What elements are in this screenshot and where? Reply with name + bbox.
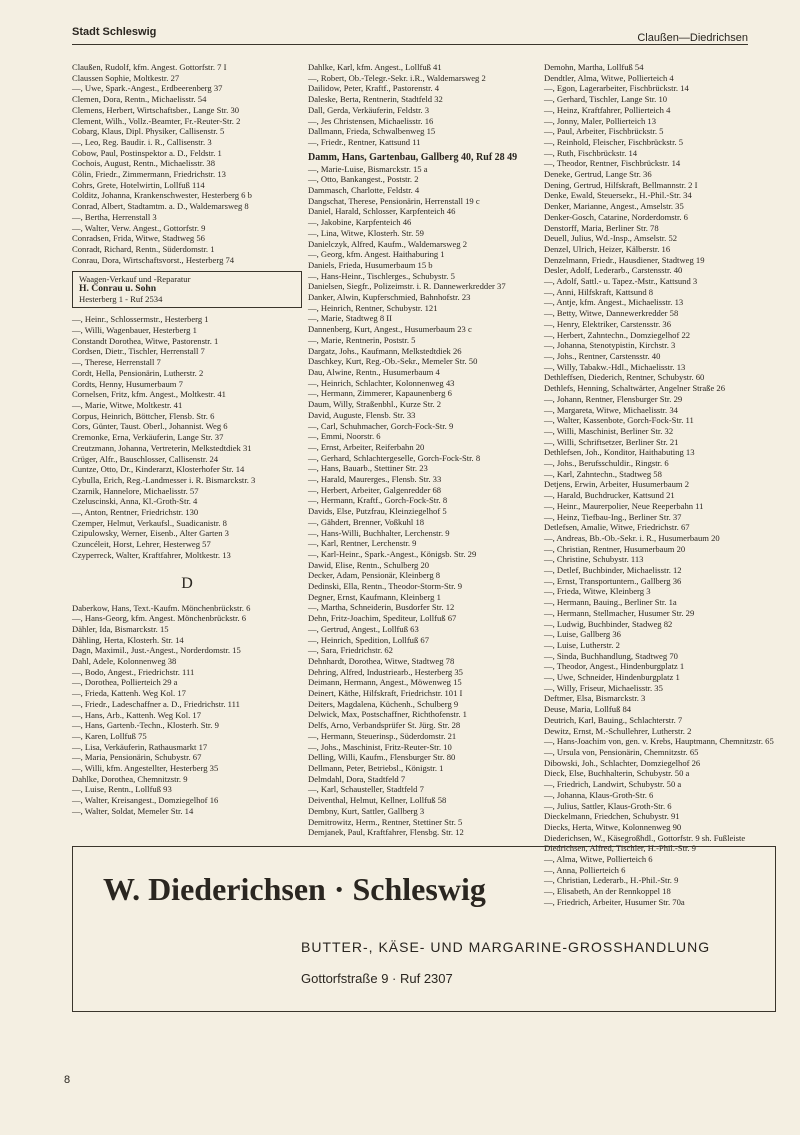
ad-conrau: [72, 271, 302, 308]
directory-entry: Dieck, Else, Buchhalterin, Schubystr. 50 a: [544, 768, 690, 779]
directory-entry: Dethleffsen, Diederich, Rentner, Schubystr. 60: [544, 372, 705, 383]
directory-entry: —, Marie, Stadtweg 8 II: [308, 313, 393, 324]
directory-entry: Dangschat, Therese, Pensionärin, Herrenstall 19 c: [308, 195, 480, 206]
directory-entry: Dahlke, Karl, kfm. Angest., Lollfuß 41: [308, 62, 442, 72]
directory-entry: —, Bertha, Herrenstall 3: [72, 211, 157, 222]
directory-entry: Dallmann, Frieda, Schwalbenweg 15: [308, 126, 436, 137]
directory-entry: —, Detlef, Buchbinder, Michaelisstr. 12: [544, 565, 682, 576]
directory-entry: Cölin, Friedr., Zimmermann, Friedrichstr. 13: [72, 169, 226, 180]
directory-entry: —, Leo, Reg. Baudir. i. R., Callisenstr. 3: [72, 136, 212, 147]
directory-entry: —, Emmi, Noorstr. 6: [308, 431, 381, 442]
directory-entry: Dargatz, Johs., Kaufmann, Melkstedtdiek 26: [308, 345, 462, 356]
ad-banner: [72, 846, 776, 1012]
directory-entry: —, Antje, kfm. Angest., Michaelisstr. 13: [544, 297, 684, 308]
directory-entry: Denzel, Ulrich, Heizer, Kälberstr. 16: [544, 243, 671, 254]
directory-entry: Crüger, Alfr., Bauschlosser, Callisenstr. 24: [72, 453, 219, 464]
directory-entry: Danker, Alwin, Kupferschmied, Bahnhofstr. 23: [308, 292, 471, 303]
directory-entry: Deuse, Maria, Lollfuß 84: [544, 704, 632, 715]
directory-entry: —, Gähdert, Brenner, Voßkuhl 18: [308, 516, 425, 527]
banner-firm: W. Diederichsen · Schleswig: [103, 871, 486, 907]
directory-entry: —, Friedr., Ladeschaffner a. D., Friedrichstr. 111: [72, 698, 240, 709]
banner-trade: BUTTER-, KÄSE- UND MARGARINE-GROSSHANDLUNG: [301, 939, 711, 955]
directory-entry: —, Heinz, Tiefbau-Ing., Berliner Str. 37: [544, 511, 682, 522]
directory-entry: Denker, Marianne, Angest., Amselstr. 35: [544, 201, 684, 212]
section-letter: D: [181, 574, 193, 592]
directory-entry: Constandt Dorothea, Witwe, Pastorenstr. 1: [72, 335, 219, 346]
directory-entry: David, Auguste, Flensb. Str. 33: [308, 409, 416, 420]
directory-entry: —, Hermann, Bauing., Berliner Str. 1a: [544, 597, 677, 608]
directory-entry: Conradsen, Frida, Witwe, Stadtweg 56: [72, 233, 205, 244]
directory-entry: —, Anton, Rentner, Friedrichstr. 130: [72, 507, 199, 518]
directory-entry: —, Christian, Rentner, Husumerbaum 20: [544, 543, 686, 554]
directory-entry: Demohn, Martha, Lollfuß 54: [544, 62, 644, 72]
directory-entry: Conrau, Dora, Wirtschaftsvorst., Hesterberg 74: [72, 254, 235, 265]
directory-entry: —, Julius, Sattler, Klaus-Groth-Str. 6: [544, 800, 672, 811]
directory-entry: Demjanek, Paul, Kraftfahrer, Flensbg. Str. 12: [308, 827, 464, 838]
directory-entry: Clemen, Dora, Rentn., Michaelisstr. 54: [72, 94, 207, 105]
directory-entry: —, Karl, Zahntechn., Stadtweg 58: [544, 468, 662, 479]
directory-entry: —, Hans, Bauarb., Stettiner Str. 23: [308, 463, 428, 474]
directory-entry: —, Friedrich, Landwirt, Schubystr. 50 a: [544, 779, 682, 790]
directory-entry: —, Johs., Maschinist, Fritz-Reuter-Str. 10: [308, 741, 452, 752]
directory-entry: Dahl, Adele, Kolonnenweg 38: [72, 656, 177, 667]
directory-entry: —, Friedr., Rentner, Kattsund 11: [308, 136, 421, 147]
directory-entry: —, Ludwig, Buchbinder, Stadweg 82: [544, 618, 673, 629]
directory-entry: —, Heinr., Schlossermstr., Hesterberg 1: [72, 314, 209, 325]
directory-entry: —, Theodor, Rentner, Fischbrückstr. 14: [544, 158, 681, 169]
directory-entry: Cornelsen, Fritz, kfm. Angest., Moltkestr. 41: [72, 389, 226, 400]
directory-entry: Degner, Ernst, Kaufmann, Kleinberg 1: [308, 591, 441, 602]
directory-entry: Delmdahl, Dora, Stadtfeld 7: [308, 773, 406, 784]
directory-entry: Denker-Gosch, Catarine, Norderdomstr. 6: [544, 211, 688, 222]
directory-entry: Clemens, Herbert, Wirtschaftsber., Lange Str. 30: [72, 104, 240, 115]
directory-entry: —, Heinr., Maurerpolier, Neue Reeperbahn 11: [544, 500, 704, 511]
ad-conrau-line1: Waagen-Verkauf und -Reparatur: [79, 274, 191, 285]
directory-entry: Conrad, Albert, Stadtamtm. a. D., Waldemarsweg 8: [72, 201, 249, 212]
directory-entry: —, Frieda, Kattenh. Weg Kol. 17: [72, 688, 186, 699]
directory-entry: Dall, Gerda, Verkäuferin, Feldstr. 3: [308, 104, 430, 115]
directory-entry: —, Karl-Heinr., Spark.-Angest., Königsb. Str. 29: [308, 548, 477, 559]
directory-entry: —, Alma, Witwe, Pollierteich 6: [544, 854, 653, 865]
directory-entry: Dehring, Alfred, Industriearb., Hesterberg 35: [308, 666, 463, 677]
directory-entry: Cybulla, Erich, Reg.-Landmesser i. R. Bismarckstr. 3: [72, 474, 256, 485]
directory-entry: Daniels, Frieda, Husumerbaum 15 b: [308, 259, 433, 270]
directory-entry: Davids, Else, Putzfrau, Kleinziegelhof 5: [308, 506, 447, 517]
column-1-bottom: [72, 603, 302, 817]
directory-entry: —, Johs., Berufsschuldir., Ringstr. 6: [544, 458, 669, 469]
directory-entry: Dewitz, Ernst, M.-Schullehrer, Lutherstr. 2: [544, 725, 692, 736]
directory-entry: Deuell, Julius, Wd.-Insp., Amselstr. 52: [544, 233, 678, 244]
directory-entry: —, Gerhard, Tischler, Lange Str. 10: [544, 94, 668, 105]
directory-entry: —, Hermann, Stellmacher, Husumer Str. 29: [544, 607, 695, 618]
directory-entry: —, Sara, Friedrichstr. 62: [308, 645, 393, 656]
directory-entry: Daum, Willy, Straßenbhl., Kurze Str. 2: [308, 399, 442, 410]
directory-entry: —, Herbert, Zahntechn., Domziegelhof 22: [544, 329, 691, 340]
directory-entry: Czipulowsky, Werner, Eisenb., Alter Garten 3: [72, 528, 229, 539]
directory-entry: Colditz, Johanna, Krankenschwester, Hesterberg 6 b: [72, 190, 252, 201]
directory-entry: —, Karl, Schausteller, Stadtfeld 7: [308, 784, 424, 795]
directory-entry: Cobarg, Klaus, Dipl. Physiker, Callisenstr. 5: [72, 126, 225, 137]
directory-entry: Dehn, Fritz-Joachim, Spediteur, Lollfuß 67: [308, 613, 457, 624]
directory-entry: Czemper, Helmut, Verkaufsl., Suadicanistr. 8: [72, 517, 227, 528]
directory-entry: —, Marie, Rentnerin, Poststr. 5: [308, 334, 416, 345]
directory-entry: —, Hans-Joachim von, gen. v. Krebs, Hauptmann, Chemnitzstr. 65: [544, 736, 774, 747]
directory-entry: Cohrs, Grete, Hotelwirtin, Lollfuß 114: [72, 179, 205, 190]
directory-entry: Dendtler, Alma, Witwe, Pollierteich 4: [544, 72, 674, 83]
directory-entry: —, Johanna, Stenotypistin, Kirchstr. 3: [544, 340, 676, 351]
directory-entry: Daniel, Harald, Schlosser, Karpfenteich 46: [308, 206, 456, 217]
directory-entry: —, Elisabeth, An der Rennkoppel 18: [544, 886, 671, 897]
directory-entry: —, Gerhard, Schlachtergeselle, Gorch-Fock-Str. 8: [308, 452, 481, 463]
directory-entry: Diedrichsen, Alfred, Tischler, H.-Phil.-Str. 9: [544, 843, 696, 854]
directory-entry: —, Walter, Kreisangest., Domziegelhof 16: [72, 795, 219, 806]
directory-entry: Daleske, Berta, Rentnerin, Stadtfeld 32: [308, 94, 443, 105]
directory-entry: Clement, Wilh., Vollz.-Beamter, Fr.-Reuter-Str. 2: [72, 115, 241, 126]
ad-conrau-contact: Hesterberg 1 - Ruf 2534: [79, 294, 163, 305]
directory-entry: Detlefsen, Amalie, Witwe, Friedrichstr. 67: [544, 522, 690, 533]
directory-entry: —, Luise, Lutherstr. 2: [544, 639, 620, 650]
directory-entry: —, Margareta, Witwe, Michaelisstr. 34: [544, 404, 678, 415]
directory-entry: Dähler, Ida, Bismarckstr. 15: [72, 623, 169, 634]
directory-entry: —, Heinrich, Schlachter, Kolonnenweg 43: [308, 377, 455, 388]
page-header: [72, 24, 748, 45]
directory-entry: Deiventhal, Helmut, Kellner, Lollfuß 58: [308, 795, 447, 806]
directory-entry: Deftmer, Elsa, Bismarckstr. 3: [544, 693, 646, 704]
directory-entry: Damm, Hans, Gartenbau, Gallberg 40, Ruf 28 49: [308, 151, 518, 163]
column-3: [544, 62, 774, 908]
directory-entry: Dembny, Kurt, Sattler, Gallberg 3: [308, 805, 425, 816]
column-1: [72, 62, 302, 817]
directory-entry: —, Theodor, Angest., Hindenburgplatz 1: [544, 661, 685, 672]
directory-entry: —, Jes Christensen, Michaelisstr. 16: [308, 115, 434, 126]
directory-entry: —, Hans-Willi, Buchhalter, Lerchenstr. 9: [308, 527, 450, 538]
header-city: Stadt Schleswig: [72, 26, 157, 38]
directory-entry: —, Walter, Verw. Angest., Gottorfstr. 9: [72, 222, 206, 233]
directory-entry: Cochois, August, Rentn., Michaelisstr. 38: [72, 158, 215, 169]
directory-entry: —, Karen, Lollfuß 75: [72, 730, 147, 741]
directory-entry: —, Frieda, Witwe, Kleinberg 3: [544, 586, 651, 597]
directory-entry: —, Willy, Friseur, Michaelisstr. 35: [544, 682, 663, 693]
directory-entry: —, Hans-Heinr., Tischlerges., Schubystr. 5: [308, 270, 455, 281]
directory-entry: Diecks, Herta, Witwe, Kolonnenweg 90: [544, 821, 682, 832]
directory-entry: Cordts, Henny, Husumerbaum 7: [72, 378, 183, 389]
directory-entry: —, Adolf, Sattl.- u. Tapez.-Mstr., Kattsund 3: [544, 276, 698, 287]
directory-entry: Dedinski, Ella, Rentn., Theodor-Storm-Str. 9: [308, 581, 463, 592]
directory-entry: Cobow, Paul, Postinspektor a. D., Feldstr. 1: [72, 147, 222, 158]
page-number: 8: [64, 1074, 71, 1086]
directory-entry: —, Hermann, Kraftf., Gorch-Fock-Str. 8: [308, 495, 448, 506]
directory-entry: —, Egon, Lagerarbeiter, Fischbrückstr. 14: [544, 83, 689, 94]
directory-entry: —, Hans, Arb., Kattenh. Weg Kol. 17: [72, 709, 201, 720]
banner-contact: Gottorfstraße 9 · Ruf 2307: [301, 971, 453, 986]
directory-entry: —, Lina, Witwe, Klosterh. Str. 59: [308, 227, 424, 238]
directory-entry: —, Walter, Soldat, Memeler Str. 14: [72, 805, 194, 816]
directory-entry: Dibowski, Joh., Schlachter, Domziegelhof 26: [544, 757, 701, 768]
directory-entry: —, Harald, Maurerges., Flensb. Str. 33: [308, 474, 442, 485]
directory-entry: Dieckelmann, Friedchen, Schubystr. 91: [544, 811, 680, 822]
directory-entry: Danielsen, Siegfr., Polizeimstr. i. R. Dannewerkredder 37: [308, 281, 506, 292]
directory-entry: Cremonke, Erna, Verkäuferin, Lange Str. 37: [72, 432, 224, 443]
directory-entry: Denzelmann, Friedr., Hausdiener, Stadtweg 19: [544, 254, 705, 265]
directory-entry: Claußen, Rudolf, kfm. Angest. Gottorfstr. 7 I: [72, 62, 227, 72]
directory-entry: —, Johann, Rentner, Flensburger Str. 29: [544, 393, 683, 404]
directory-entry: —, Hermann, Zimmerer, Kapaunenberg 6: [308, 388, 452, 399]
directory-entry: —, Willy, Tabakw.-Hdl., Michaelisstr. 13: [544, 361, 686, 372]
directory-entry: —, Maria, Pensionärin, Schubystr. 67: [72, 752, 202, 763]
directory-entry: Delfs, Arno, Verbandsprüfer St. Jürg. Str. 28: [308, 720, 461, 731]
directory-entry: Dehnhardt, Dorothea, Witwe, Stadtweg 78: [308, 655, 455, 666]
directory-entry: —, Heinz, Kraftfahrer, Pollierteich 4: [544, 104, 671, 115]
directory-entry: Conradt, Richard, Rentn., Süderdomstr. 1: [72, 243, 215, 254]
directory-entry: —, Georg, kfm. Angest. Haithaburing 1: [308, 249, 445, 260]
directory-entry: Czuncéleit, Horst, Lehrer, Hesterweg 57: [72, 539, 211, 550]
directory-entry: Czeluscinski, Anna, Kl.-Groth-Str. 4: [72, 496, 198, 507]
directory-entry: —, Dorothea, Pollierteich 29 a: [72, 677, 178, 688]
directory-entry: —, Lisa, Verkäuferin, Rathausmarkt 17: [72, 741, 208, 752]
directory-entry: —, Robert, Ob.-Telegr.-Sekr. i.R., Waldemarsweg 2: [308, 72, 486, 83]
directory-entry: —, Willi, Wagenbauer, Hesterberg 1: [72, 325, 197, 336]
directory-entry: —, Anni, Hilfskraft, Kattsund 8: [544, 286, 654, 297]
directory-entry: Dagn, Maximil., Just.-Angest., Norderdomstr. 15: [72, 645, 241, 656]
directory-entry: Deneke, Gertrud, Lange Str. 36: [544, 169, 652, 180]
directory-entry: —, Ernst, Arbeiter, Reiferbahn 20: [308, 441, 425, 452]
header-range: Claußen—Diedrichsen: [637, 32, 748, 44]
directory-entry: —, Luise, Gallberg 36: [544, 629, 621, 640]
directory-entry: —, Henry, Elektriker, Carstensstr. 36: [544, 318, 672, 329]
directory-entry: Danielczyk, Alfred, Kaufm., Waldemarsweg 2: [308, 238, 468, 249]
directory-entry: Dau, Alwine, Rentn., Husumerbaum 4: [308, 366, 440, 377]
directory-entry: —, Paul, Arbeiter, Fischbrückstr. 5: [544, 126, 664, 137]
directory-entry: —, Jonny, Maler, Pollierteich 13: [544, 115, 656, 126]
directory-entry: —, Johs., Rentner, Carstensstr. 40: [544, 350, 661, 361]
directory-entry: Czarnik, Hannelore, Michaelisstr. 57: [72, 485, 199, 496]
column-1-top: [72, 62, 302, 265]
directory-entry: —, Betty, Witwe, Dannewerkredder 58: [544, 308, 679, 319]
column-2-entries: [308, 62, 538, 838]
directory-entry: —, Willi, Schriftsetzer, Berliner Str. 21: [544, 436, 679, 447]
directory-entry: —, Anna, Pollierteich 6: [544, 864, 626, 875]
directory-entry: —, Johanna, Klaus-Groth-Str. 6: [544, 789, 654, 800]
directory-entry: —, Heinrich, Spedition, Lollfuß 67: [308, 634, 430, 645]
directory-entry: —, Gertrud, Angest., Lollfuß 63: [308, 623, 419, 634]
column-1-mid: [72, 314, 302, 560]
directory-entry: Czyperreck, Walter, Kraftfahrer, Moltkestr. 13: [72, 549, 231, 560]
directory-entry: Cuntze, Otto, Dr., Kinderarzt, Klosterhofer Str. 14: [72, 464, 245, 475]
directory-entry: Deutrich, Karl, Bauing., Schlachterstr. 7: [544, 714, 683, 725]
directory-entry: —, Carl, Schuhmacher, Gorch-Fock-Str. 9: [308, 420, 454, 431]
directory-entry: —, Reinhold, Fleischer, Fischbrückstr. 5: [544, 136, 684, 147]
directory-entry: —, Otto, Bankangest., Poststr. 2: [308, 174, 419, 185]
directory-entry: —, Willi, kfm. Angestellter, Hesterberg 35: [72, 763, 219, 774]
directory-entry: —, Ruth, Fischbrückstr. 14: [544, 147, 638, 158]
directory-entry: —, Uwe, Spark.-Angest., Erdbeerenberg 37: [72, 83, 223, 94]
directory-entry: —, Walter, Kassenbote, Gorch-Fock-Str. 11: [544, 415, 694, 426]
directory-entry: Daschkey, Kurt, Reg.-Ob.-Sekr., Memeler Str. 50: [308, 356, 478, 367]
directory-entry: Claussen Sophie, Moltkestr. 27: [72, 72, 180, 83]
directory-entry: —, Jakobine, Karpfenteich 46: [308, 217, 412, 228]
directory-entry: Denke, Ewald, Steuersekr., H.-Phil.-Str. 34: [544, 190, 692, 201]
directory-entry: Dähling, Herta, Klosterh. Str. 14: [72, 634, 184, 645]
directory-entry: Deimann, Hermann, Angest., Möwenweg 15: [308, 677, 462, 688]
directory-entry: Delwick, Max, Postschaffner, Richthofenstr. 1: [308, 709, 467, 720]
directory-entry: —, Andreas, Bb.-Ob.-Sekr. i. R., Husumerbaum 20: [544, 532, 720, 543]
directory-entry: Dethlefs, Henning, Schaltwärter, Angelner Straße 26: [544, 383, 726, 394]
directory-entry: Dahlke, Dorothea, Chemnitzstr. 9: [72, 773, 188, 784]
directory-entry: Decker, Adam, Pensionär, Kleinberg 8: [308, 570, 441, 581]
directory-entry: Cors, Günter, Taust. Oberl., Johannist. Weg 6: [72, 421, 228, 432]
directory-entry: Creutzmann, Johanna, Vertreterin, Melkstedtdiek 31: [72, 442, 252, 453]
directory-entry: —, Harald, Buchdrucker, Kattsund 21: [544, 490, 675, 501]
directory-entry: Demitrowitz, Herm., Rentner, Stettiner Str. 5: [308, 816, 463, 827]
directory-entry: —, Martha, Schneiderin, Busdorfer Str. 12: [308, 602, 455, 613]
column-3-entries: [544, 62, 774, 908]
directory-entry: —, Bodo, Angest., Friedrichstr. 111: [72, 666, 195, 677]
directory-entry: Dailidow, Peter, Kraftf., Pastorenstr. 4: [308, 83, 440, 94]
directory-entry: Desler, Adolf, Lederarb., Carstensstr. 40: [544, 265, 683, 276]
directory-entry: —, Heinrich, Rentner, Schubystr. 121: [308, 302, 438, 313]
directory-entry: —, Ernst, Transportuntern., Gallberg 36: [544, 575, 682, 586]
directory-entry: Detjens, Erwin, Arbeiter, Husumerbaum 2: [544, 479, 689, 490]
directory-entry: —, Friedrich, Arbeiter, Husumer Str. 70a: [544, 896, 685, 907]
directory-entry: —, Willi, Maschinist, Berliner Str. 32: [544, 425, 674, 436]
ad-conrau-firm: H. Conrau u. Sohn: [79, 283, 157, 295]
directory-entry: —, Sinda, Buchhandlung, Stadtweg 70: [544, 650, 678, 661]
directory-entry: —, Luise, Rentn., Lollfuß 93: [72, 784, 172, 795]
directory-entry: Dening, Gertrud, Hilfskraft, Bellmannstr. 2 I: [544, 179, 698, 190]
directory-entry: —, Karl, Rentner, Lerchenstr. 9: [308, 538, 417, 549]
directory-entry: Daberkow, Hans, Text.-Kaufm. Mönchenbrückstr. 6: [72, 602, 251, 613]
directory-entry: Deiters, Magdalena, Küchenh., Schulberg 9: [308, 698, 459, 709]
directory-entry: Dellmann, Peter, Betriebsl., Königstr. 1: [308, 763, 444, 773]
directory-entry: Denstorff, Maria, Berliner Str. 78: [544, 222, 659, 233]
directory-entry: —, Herbert, Arbeiter, Galgenredder 68: [308, 484, 442, 495]
directory-entry: —, Therese, Herrenstall 7: [72, 357, 161, 368]
directory-entry: Cordt, Hella, Pensionärin, Lutherstr. 2: [72, 367, 204, 378]
directory-entry: —, Ursula von, Pensionärin, Chemnitzstr. 65: [544, 747, 699, 757]
directory-entry: Diederichsen, W., Käsegroßhdl., Gottorfstr. 9 sh. Fußleiste: [544, 832, 746, 843]
directory-entry: —, Uwe, Schneider, Hindenburgplatz 1: [544, 672, 680, 683]
directory-entry: Dawid, Elise, Rentn., Schulberg 20: [308, 559, 430, 570]
directory-entry: Dammasch, Charlotte, Feldstr. 4: [308, 185, 420, 196]
directory-entry: —, Marie-Luise, Bismarckstr. 15 a: [308, 163, 428, 174]
directory-entry: Cordsen, Dietr., Tischler, Herrenstall 7: [72, 346, 205, 357]
directory-entry: Deinert, Käthe, Hilfskraft, Friedrichstr. 101 I: [308, 688, 463, 699]
directory-entry: —, Christian, Lederarb., H.-Phil.-Str. 9: [544, 875, 679, 886]
directory-entry: Dannenberg, Kurt, Angest., Husumerbaum 23 c: [308, 324, 472, 335]
directory-entry: Delling, Willi, Kaufm., Flensburger Str. 80: [308, 752, 456, 763]
directory-entry: —, Marie, Witwe, Moltkestr. 41: [72, 399, 183, 410]
directory-entry: Corpus, Heinrich, Böttcher, Flensb. Str. 6: [72, 410, 215, 421]
column-2: [308, 62, 538, 838]
directory-entry: Dethlefsen, Joh., Konditor, Haithabuting 13: [544, 447, 695, 458]
directory-entry: —, Hermann, Steuerinsp., Süderdomstr. 21: [308, 730, 457, 741]
directory-entry: —, Christine, Schubystr. 113: [544, 554, 644, 565]
directory-entry: —, Hans-Georg, kfm. Angest. Mönchenbrückstr. 6: [72, 613, 247, 624]
directory-entry: —, Hans, Gartenb.-Techn., Klosterh. Str. 9: [72, 720, 219, 731]
